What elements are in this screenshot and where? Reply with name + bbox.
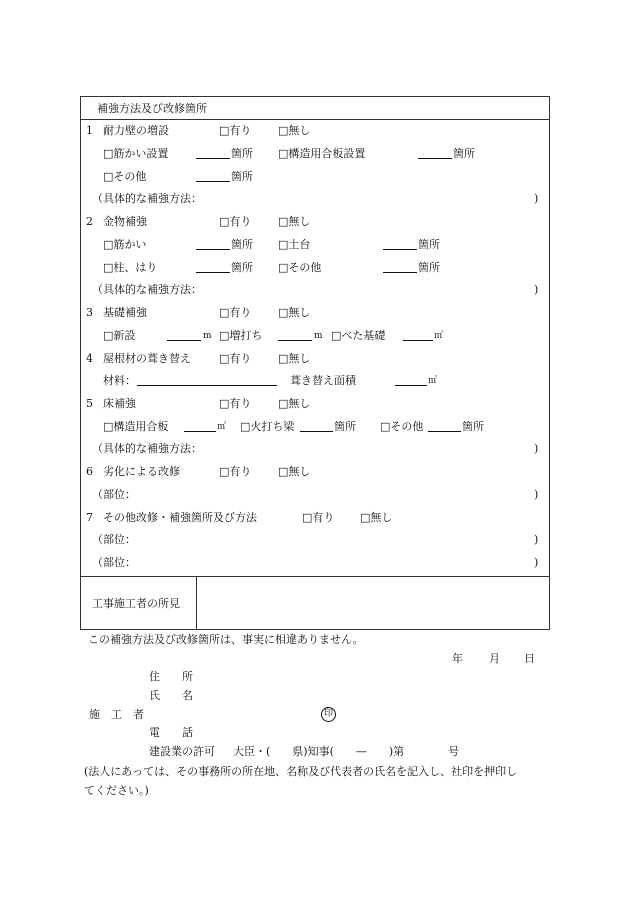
name-label: 氏 名	[149, 689, 193, 702]
item-1-yes-checkbox[interactable]: □有り	[219, 124, 252, 137]
section-title: 補強方法及び改修箇所	[97, 102, 207, 115]
opinion-divider	[80, 576, 550, 577]
item-3-new-length[interactable]	[167, 329, 201, 345]
item-5-number: 5	[86, 397, 93, 410]
note-line-2: てください。)	[84, 784, 149, 797]
item-1-number: 1	[86, 124, 93, 137]
item-1-bracing-unit: 箇所	[231, 147, 253, 160]
item-1-plywood-count[interactable]	[418, 147, 452, 163]
item-4-no-checkbox[interactable]: □無し	[278, 352, 311, 365]
date-day-label: 日	[524, 652, 535, 665]
item-4-area-label: 葺き替え面積	[290, 374, 356, 387]
date-month-label: 月	[489, 652, 500, 665]
address-label: 住 所	[149, 670, 193, 683]
item-1-plywood-unit: 箇所	[453, 147, 475, 160]
item-5-plywood-unit: ㎡	[217, 422, 227, 432]
item-5-other-unit: 箇所	[462, 420, 484, 433]
item-2-bracing-unit: 箇所	[231, 238, 253, 251]
item-5-other-checkbox[interactable]: □その他	[380, 420, 424, 433]
item-5-detail-close: )	[534, 442, 539, 455]
seal-stamp-icon: 印	[321, 707, 336, 722]
header-divider	[80, 119, 550, 120]
opinion-input[interactable]	[198, 578, 548, 628]
item-7-location-2-label: （部位：	[92, 556, 136, 569]
date-year-label: 年	[452, 652, 463, 665]
item-5-plywood-checkbox[interactable]: □構造用合板	[103, 420, 169, 433]
item-2-column-beam-checkbox[interactable]: □柱、はり	[103, 261, 158, 274]
item-2-other-unit: 箇所	[418, 261, 440, 274]
item-3-new-unit: m	[203, 331, 212, 341]
item-1-bracing-count[interactable]	[196, 147, 230, 163]
item-3-new-checkbox[interactable]: □新設	[103, 329, 136, 342]
item-3-number: 3	[86, 306, 93, 319]
item-6-label: 劣化による改修	[103, 465, 180, 478]
item-4-number: 4	[86, 352, 93, 365]
item-5-hiuchi-count[interactable]	[300, 420, 333, 436]
item-3-mat-foundation-unit: ㎡	[434, 331, 444, 341]
item-4-label: 屋根材の葺き替え	[103, 352, 191, 365]
item-5-yes-checkbox[interactable]: □有り	[219, 397, 252, 410]
item-3-mat-foundation-checkbox[interactable]: □べた基礎	[331, 329, 386, 342]
note-line-1: (法人にあっては、その事務所の所在地、名称及び代表者の氏名を記入し、社印を押印し	[84, 765, 518, 778]
item-3-addpour-checkbox[interactable]: □増打ち	[219, 329, 263, 342]
item-2-label: 金物補強	[103, 215, 147, 228]
item-5-plywood-area[interactable]	[184, 420, 216, 436]
item-5-hiuchi-checkbox[interactable]: □火打ち梁	[240, 420, 295, 433]
item-7-no-checkbox[interactable]: □無し	[360, 511, 393, 524]
item-6-location-close: )	[534, 488, 539, 501]
item-2-detail-close: )	[534, 283, 539, 296]
item-1-label: 耐力壁の増設	[103, 124, 169, 137]
item-3-label: 基礎補強	[103, 306, 147, 319]
item-2-bracing-count[interactable]	[196, 238, 230, 254]
item-1-no-checkbox[interactable]: □無し	[278, 124, 311, 137]
item-7-location-2-close: )	[534, 556, 539, 569]
item-2-sill-unit: 箇所	[418, 238, 440, 251]
item-3-mat-foundation-area[interactable]	[403, 329, 433, 345]
item-6-location-label: （部位：	[92, 488, 136, 501]
item-6-no-checkbox[interactable]: □無し	[278, 465, 311, 478]
item-2-yes-checkbox[interactable]: □有り	[219, 215, 252, 228]
item-5-hiuchi-unit: 箇所	[334, 420, 356, 433]
item-2-number: 2	[86, 215, 93, 228]
item-3-yes-checkbox[interactable]: □有り	[219, 306, 252, 319]
item-2-no-checkbox[interactable]: □無し	[278, 215, 311, 228]
item-1-detail-close: )	[534, 192, 539, 205]
item-4-yes-checkbox[interactable]: □有り	[219, 352, 252, 365]
item-3-no-checkbox[interactable]: □無し	[278, 306, 311, 319]
item-4-material-input[interactable]	[137, 374, 277, 390]
item-7-yes-checkbox[interactable]: □有り	[302, 511, 335, 524]
item-6-number: 6	[86, 465, 93, 478]
opinion-column-divider	[196, 576, 197, 630]
item-2-column-beam-unit: 箇所	[231, 261, 253, 274]
permit-label: 建設業の許可	[149, 745, 215, 758]
item-6-yes-checkbox[interactable]: □有り	[219, 465, 252, 478]
item-7-label: その他改修・補強箇所及び方法	[103, 511, 257, 524]
item-1-detail-label: （具体的な補強方法：	[92, 192, 202, 205]
item-5-no-checkbox[interactable]: □無し	[278, 397, 311, 410]
item-4-material-label: 材料：	[103, 374, 136, 387]
item-5-detail-label: （具体的な補強方法：	[92, 442, 202, 455]
item-2-sill-count[interactable]	[383, 238, 417, 254]
item-5-label: 床補強	[103, 397, 136, 410]
seal-mark	[321, 706, 336, 722]
item-7-location-1-close: )	[534, 533, 539, 546]
item-4-area-input[interactable]	[395, 374, 427, 390]
item-1-plywood-checkbox[interactable]: □構造用合板設置	[278, 147, 366, 160]
item-2-detail-label: （具体的な補強方法：	[92, 283, 202, 296]
item-2-sill-checkbox[interactable]: □土台	[278, 238, 311, 251]
item-1-other-unit: 箇所	[231, 170, 253, 183]
item-1-bracing-checkbox[interactable]: □筋かい設置	[103, 147, 169, 160]
item-7-location-1-label: （部位：	[92, 533, 136, 546]
permit-value: 大臣・( 県)知事( — )第 号	[233, 745, 460, 758]
item-2-bracing-checkbox[interactable]: □筋かい	[103, 238, 147, 251]
item-3-addpour-length[interactable]	[278, 329, 312, 345]
item-1-other-count[interactable]	[196, 170, 230, 186]
item-2-column-beam-count[interactable]	[196, 261, 230, 277]
item-7-number: 7	[86, 511, 93, 524]
phone-label: 電 話	[149, 726, 193, 739]
item-2-other-count[interactable]	[383, 261, 417, 277]
item-4-area-unit: ㎡	[428, 376, 438, 386]
declaration-text: この補強方法及び改修箇所は、事実に相違ありません。	[88, 633, 364, 646]
builder-label: 施 工 者	[89, 708, 144, 721]
item-2-other-checkbox[interactable]: □その他	[278, 261, 322, 274]
item-5-other-count[interactable]	[428, 420, 461, 436]
item-3-addpour-unit: m	[314, 331, 323, 341]
opinion-label: 工事施工者の所見	[92, 597, 180, 610]
item-1-other-checkbox[interactable]: □その他	[103, 170, 147, 183]
